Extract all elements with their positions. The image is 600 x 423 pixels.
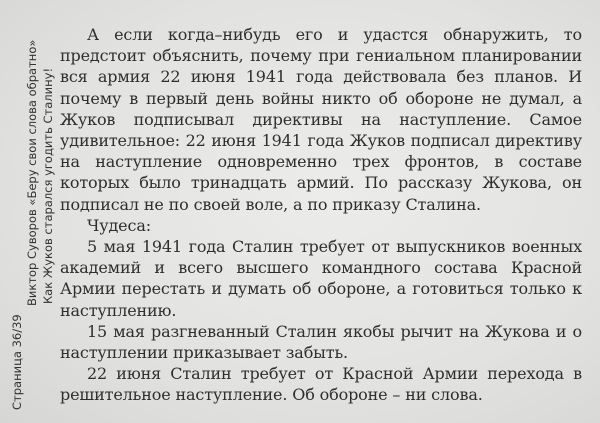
page-number-label: Страница 36/39 <box>10 314 24 410</box>
paragraph-2: Чудеса: <box>87 215 151 235</box>
chapter-title-label: Как Жуков старался угодить Сталину! <box>41 67 55 304</box>
page-sidebar <box>0 0 60 423</box>
paragraph-1: А если когда–нибудь его и удастся обнаружить, то предстоит объяснить, почему при гениальном планировании вся армия 22 июня 1941 года действовала без планов. И почему в первый день войны никто об обороне не думал, а Жуков подписывал директивы на наступление. Самое удивительное: 22 июня 1941 года Жуков подписал директиву на наступление одновременно трех фронтов, в составе которых было тринадцать армий. По рассказу Жукова, он подписал не по своей воле, а по приказу Сталина. <box>60 25 582 214</box>
paragraph-5: 22 июня Сталин требует от Красной Армии перехода в решительное наступление. Об обороне – ни слова. <box>60 364 582 405</box>
page-text <box>60 24 582 406</box>
paragraph-4: 15 мая разгневанный Сталин якобы рычит на Жукова и о наступлении приказывает забыть. <box>60 321 582 363</box>
book-title-label: Виктор Суворов «Беру свои слова обратно» <box>25 39 39 306</box>
paragraph-3: 5 мая 1941 года Сталин требует от выпускников военных академий и всего высшего командного состава Красной Армии перестать и думать об обороне, а готовиться только к наступлению. <box>60 237 582 320</box>
